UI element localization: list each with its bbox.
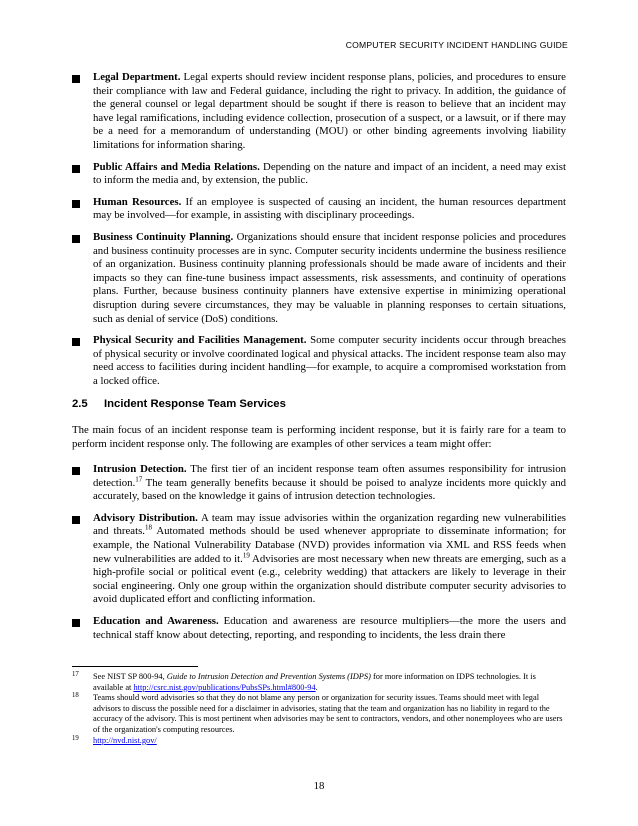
bullet-term: Business Continuity Planning. xyxy=(93,230,234,243)
footnote-link[interactable]: http://csrc.nist.gov/publications/PubsSPs.html#800-94 xyxy=(133,682,316,692)
footnotes xyxy=(72,672,566,746)
services-bullet-list xyxy=(72,463,566,650)
bullet-text: Education and awareness are resource multipliers—the more the users and technical staff know about detecting, reporting, and responding to incidents, the less drain there xyxy=(93,614,567,641)
bullet-text: Depending on the nature and impact of an incident, a need may exist to inform the media and, by extension, the public. xyxy=(93,160,566,187)
bullet-text: Automated methods should be used whenever appropriate to disseminate information; for example, the National Vulnerability Database (NVD) provides information via XML and RSS feeds when new vulnerabilities are added to it. xyxy=(93,525,566,565)
footnote-text: . xyxy=(315,682,318,692)
bullet-intrusion-detection xyxy=(72,463,566,504)
bullet-education-awareness xyxy=(72,615,566,642)
bullet-text: Some computer security incidents occur through breaches of physical security or involve coordinated logical and physical attacks. The incident response team also may need access to facilities during incident handling—for example, to acquire a compromised workstation from a locked office. xyxy=(93,334,566,387)
footnote-divider xyxy=(72,666,198,667)
section-number: 2.5 xyxy=(72,398,88,410)
square-bullet-icon xyxy=(72,235,80,243)
page-number: 18 xyxy=(313,780,325,792)
bullet-text: A team may issue advisories within the organization regarding new vulnerabilities and threats. xyxy=(93,511,566,538)
bullet-term: Intrusion Detection. xyxy=(93,463,187,475)
section-intro-paragraph: The main focus of an incident response team is performing incident response, but it is fairly rare for a team to perform incident response only. The following are examples of other services a team might offer: xyxy=(72,424,566,450)
bullet-text: The team generally benefits because it should be poised to analyze incidents more quickly and accurately, based on the knowledge it gains of intrusion detection technologies. xyxy=(93,476,566,503)
bullet-text: Legal experts should review incident response plans, policies, and procedures to ensure their compliance with law and Federal guidance, including the right to privacy. In addition, the guidance of the general counsel or legal department should be sought if there is reason to believe that an incident may have legal ramifications, including evidence collection, prosecution of a suspect, or a lawsuit, or if there may be a need for a memorandum of understanding (MOU) or other binding agreements involving liability limitations for information sharing. xyxy=(93,71,566,151)
footnote-ref-19[interactable]: 19 xyxy=(242,550,250,559)
bullet-term: Advisory Distribution. xyxy=(93,511,198,524)
footnote-ref-18[interactable]: 18 xyxy=(145,523,152,532)
bullet-business-continuity xyxy=(72,231,566,326)
bullet-advisory-distribution xyxy=(72,512,566,607)
stakeholder-bullet-list xyxy=(72,71,566,396)
square-bullet-icon xyxy=(72,619,80,627)
bullet-human-resources xyxy=(72,196,566,223)
bullet-physical-security xyxy=(72,334,566,388)
bullet-term: Education and Awareness. xyxy=(93,614,219,627)
section-title: Incident Response Team Services xyxy=(104,398,286,410)
running-header: COMPUTER SECURITY INCIDENT HANDLING GUIDE xyxy=(345,40,568,50)
footnote-number: 19 xyxy=(72,734,79,742)
footnote-ref-17[interactable]: 17 xyxy=(135,475,143,483)
bullet-text: Organizations should ensure that incident response policies and procedures and business continuity processes are in sync. Computer security incidents undermine the business resilience of an organization. Business continuity planning professionals should be made aware of incidents and their impacts so they can fine-tune business impact assessments, risk assessments, and continuity of operations plans. Further, because business continuity planners have extensive expertise in minimizing operational disruption during severe circumstances, they may be valuable in planning responses to certain situations, such as denial of service (DoS) conditions. xyxy=(93,230,566,325)
bullet-term: Human Resources. xyxy=(93,195,182,208)
square-bullet-icon xyxy=(72,516,80,524)
footnote-text: for more information on IDPS technologies. It is available at xyxy=(93,672,536,692)
bullet-term: Public Affairs and Media Relations. xyxy=(93,160,260,173)
square-bullet-icon xyxy=(72,200,80,208)
bullet-text: The first tier of an incident response team often assumes responsibility for intrusion detection. xyxy=(93,463,566,489)
footnote-link[interactable]: http://nvd.nist.gov/ xyxy=(93,735,157,745)
footnote-17 xyxy=(72,672,566,693)
bullet-term: Physical Security and Facilities Management. xyxy=(93,334,307,347)
footnote-text: See NIST SP 800-94, xyxy=(93,672,167,681)
footnote-text: Teams should word advisories so that they do not blame any person or organization for security issues. Teams should meet with legal advisors to discuss the possible need for a disclaimer in advisories, stating that the team and organization has no liability in regard to the accuracy of the advisory. This is most pertinent when advisories may be sent to contractors, vendors, and other nonemployees who are users of the organization's computing resources. xyxy=(93,693,563,734)
footnote-number: 18 xyxy=(72,692,79,700)
footnote-italic-title: Guide to Intrusion Detection and Prevention Systems (IDPS) xyxy=(166,672,371,681)
square-bullet-icon xyxy=(72,467,80,475)
section-heading xyxy=(72,398,286,410)
bullet-text: Advisories are most necessary when new threats are emerging, such as a high-profile social or political event (e.g., celebrity wedding) that attackers are likely to leverage in their social engineering. Only one group within the organization should distribute computer security advisories to avoid duplicated effort and conflicting information. xyxy=(93,552,566,606)
bullet-legal-department xyxy=(72,71,566,153)
bullet-term: Legal Department. xyxy=(93,71,181,83)
bullet-public-affairs xyxy=(72,161,566,188)
bullet-text: If an employee is suspected of causing an incident, the human resources department may be involved—for example, in assisting with disciplinary proceedings. xyxy=(93,195,566,222)
square-bullet-icon xyxy=(72,75,80,83)
square-bullet-icon xyxy=(72,165,80,173)
footnote-number: 17 xyxy=(72,671,79,678)
footnote-18 xyxy=(72,693,566,735)
square-bullet-icon xyxy=(72,338,80,346)
footnote-19 xyxy=(72,736,566,747)
